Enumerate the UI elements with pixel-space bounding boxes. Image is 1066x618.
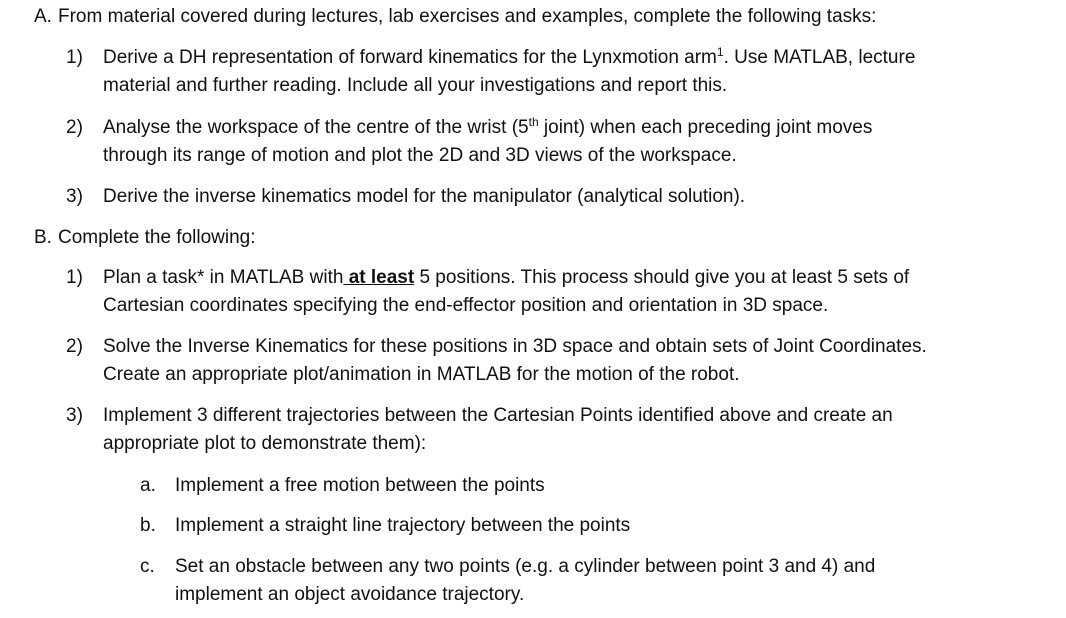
b-item-2-number: 2) — [66, 336, 83, 357]
b-subitem-c-line-2: implement an object avoidance trajectory. — [175, 584, 525, 605]
a-item-1-line-2: material and further reading. Include all your investigations and report this. — [103, 75, 728, 96]
ordinal-suffix: th — [528, 115, 539, 129]
a-item-3-number: 3) — [66, 186, 83, 207]
b-subitem-c-letter: c. — [140, 556, 155, 577]
a-item-1-line-1: Derive a DH representation of forward kinematics for the Lynxmotion arm$^1$. Use MATLAB, lecture — [103, 45, 916, 68]
a-item-2-line-2: through its range of motion and plot the 2D and 3D views of the workspace. — [103, 145, 737, 166]
b-subitem-a-line-1: Implement a free motion between the points — [175, 475, 545, 496]
b-item-2-line-1: Solve the Inverse Kinematics for these positions in 3D space and obtain sets of Joint Coordinates. — [103, 336, 927, 357]
b-item-1-line-2: Cartesian coordinates specifying the end-effector position and orientation in 3D space. — [103, 295, 829, 316]
section-b-intro: Complete the following: — [58, 227, 256, 248]
a-item-2-number: 2) — [66, 117, 83, 138]
section-a-label: A. — [34, 6, 52, 27]
a-item-3-line-1: Derive the inverse kinematics model for the manipulator (analytical solution). — [103, 186, 746, 207]
b-item-3-number: 3) — [66, 405, 83, 426]
a-item-1-number: 1) — [66, 47, 83, 68]
b-item-1-number: 1) — [66, 267, 83, 288]
b-subitem-a-letter: a. — [140, 475, 156, 496]
b-item-3-line-2: appropriate plot to demonstrate them): — [103, 433, 427, 454]
emphasis-at-least: at least — [343, 267, 415, 288]
section-a-intro: From material covered during lectures, lab exercises and examples, complete the following tasks: — [58, 6, 877, 27]
b-subitem-c-line-1: Set an obstacle between any two points (e.g. a cylinder between point 3 and 4) and — [175, 556, 876, 577]
b-item-3-line-1: Implement 3 different trajectories between the Cartesian Points identified above and create an — [103, 405, 893, 426]
section-b-label: B. — [34, 227, 52, 248]
footnote-marker: 1 — [716, 45, 724, 59]
a-item-2-line-1: Analyse the workspace of the centre of the wrist (5th joint) when each preceding joint moves — [103, 115, 873, 138]
b-item-2-line-2: Create an appropriate plot/animation in MATLAB for the motion of the robot. — [103, 364, 740, 385]
b-subitem-b-letter: b. — [140, 515, 156, 536]
b-item-1-line-1: Plan a task* in MATLAB with at least 5 positions. This process should give you at least 5 sets of — [103, 267, 910, 288]
b-subitem-b-line-1: Implement a straight line trajectory between the points — [175, 515, 631, 536]
